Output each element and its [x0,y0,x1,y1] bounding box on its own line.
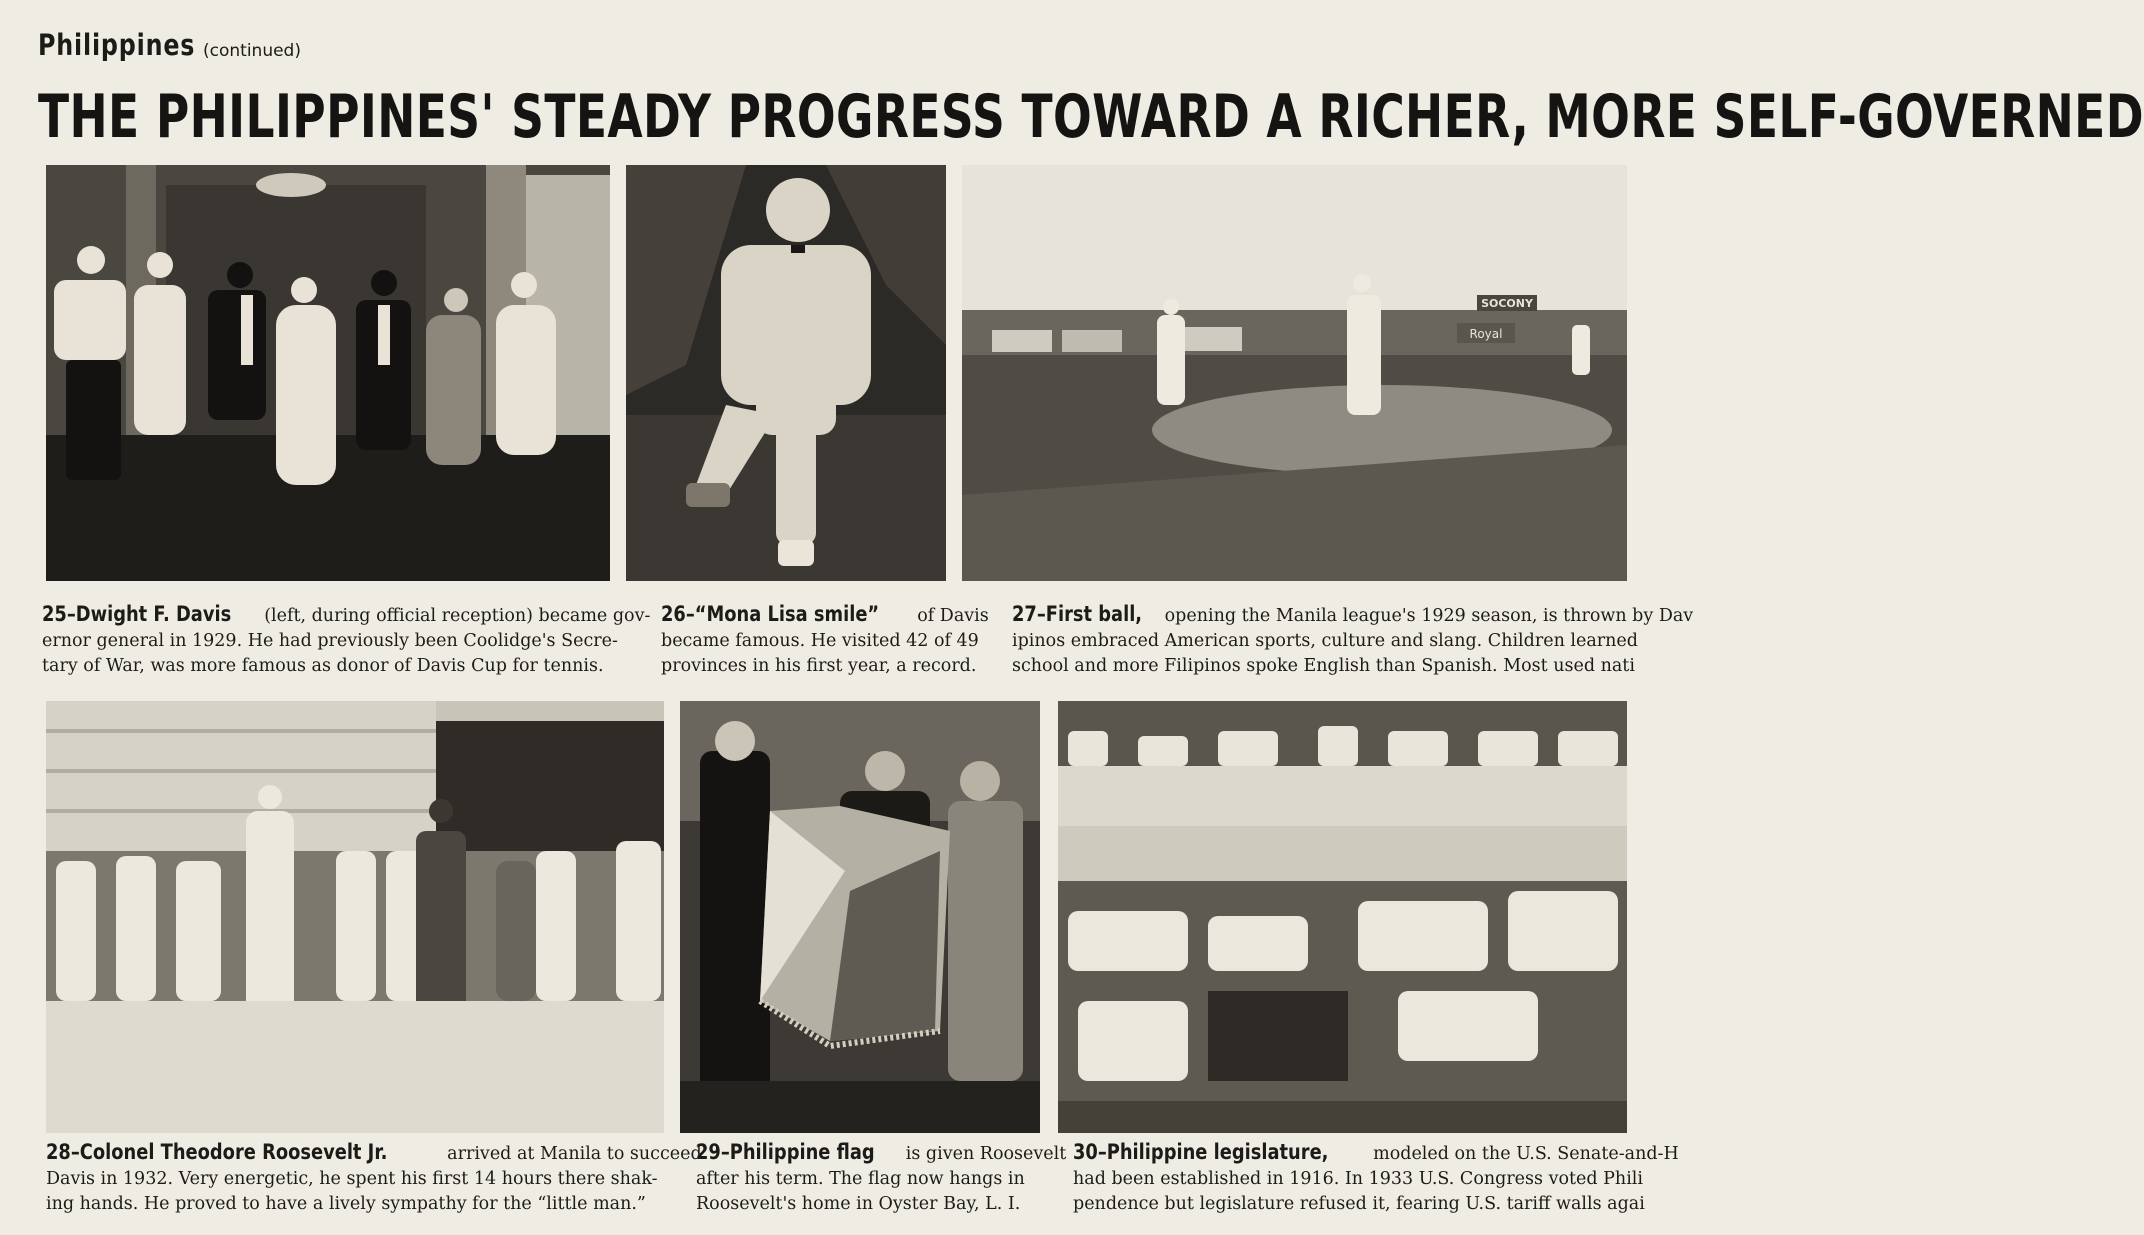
caption-26-lead: 26–“Mona Lisa smile” [661,602,880,626]
caption-28 [46,1140,702,1217]
page-headline: THE PHILIPPINES' STEADY PROGRESS TOWARD A RICHER, MORE SELF-GOVERNED [38,82,2144,152]
caption-30 [1073,1140,1679,1217]
caption-25-line-1: (left, during official reception) became gov- [258,606,651,626]
photo-29-flag [680,701,1040,1133]
caption-29-line-1: is given Roosevelt [900,1144,1067,1164]
caption-30-line-2: had been established in 1916. In 1933 U.S. Congress voted Phili [1073,1169,1643,1189]
caption-27 [1012,602,1694,679]
royal-sign: Royal [1469,327,1503,341]
caption-27-line-3: school and more Filipinos spoke English than Spanish. Most used nati [1012,656,1635,676]
caption-28-line-1: arrived at Manila to succeed [441,1144,702,1164]
section-title: Philippines [38,28,196,62]
photo-28-roosevelt [46,701,664,1133]
caption-26 [661,602,989,679]
caption-30-line-3: pendence but legislature refused it, fearing U.S. tariff walls agai [1073,1194,1645,1214]
caption-27-lead: 27–First ball, [1012,602,1143,626]
caption-25 [42,602,651,679]
caption-30-lead: 30–Philippine legislature, [1073,1140,1329,1164]
photo-25-reception [46,165,610,581]
photo-30-legislature [1058,701,1627,1133]
caption-26-line-3: provinces in his first year, a record. [661,656,977,676]
caption-29-lead: 29–Philippine flag [696,1140,875,1164]
caption-25-line-2: ernor general in 1929. He had previously been Coolidge's Secre- [42,631,618,651]
section-header [38,28,301,62]
caption-29-line-3: Roosevelt's home in Oyster Bay, L. I. [696,1194,1021,1214]
socony-sign: SOCONY [1481,297,1533,310]
caption-27-line-1: opening the Manila league's 1929 season, is thrown by Dav [1159,606,1694,626]
photo-26-davis [626,165,946,581]
caption-26-line-2: became famous. He visited 42 of 49 [661,631,979,651]
caption-27-line-2: ipinos embraced American sports, culture and slang. Children learned [1012,631,1638,651]
continued-label: (continued) [203,41,301,61]
caption-28-lead: 28–Colonel Theodore Roosevelt Jr. [46,1140,388,1164]
caption-29-line-2: after his term. The flag now hangs in [696,1169,1025,1189]
caption-28-line-2: Davis in 1932. Very energetic, he spent his first 14 hours there shak- [46,1169,658,1189]
caption-25-line-3: tary of War, was more famous as donor of Davis Cup for tennis. [42,656,604,676]
caption-28-line-3: ing hands. He proved to have a lively sympathy for the “little man.” [46,1194,646,1214]
caption-29 [696,1140,1067,1217]
photo-27-first-ball [962,165,1627,581]
caption-26-line-1: of Davis [911,606,989,626]
caption-25-lead: 25–Dwight F. Davis [42,602,232,626]
caption-30-line-1: modeled on the U.S. Senate-and-H [1367,1144,1679,1164]
